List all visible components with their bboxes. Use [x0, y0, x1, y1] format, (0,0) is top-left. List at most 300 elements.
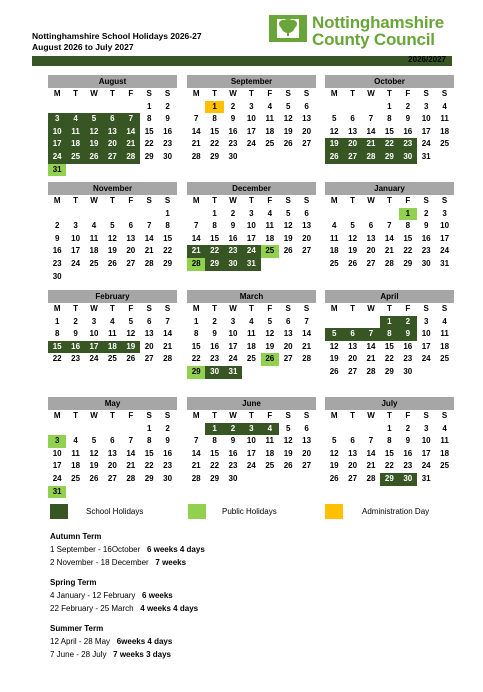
- day-cell: 3: [242, 423, 260, 436]
- day-cell: 25: [261, 245, 279, 258]
- day-cell: 1: [399, 208, 417, 221]
- day-cell: 21: [126, 461, 136, 471]
- day-cell: 6: [350, 114, 355, 124]
- day-cell: 21: [191, 139, 201, 149]
- day-cell: 1: [205, 101, 223, 114]
- day-cell: 5: [350, 221, 355, 231]
- weekday-header: T: [350, 196, 356, 205]
- day-cell: 23: [163, 461, 173, 471]
- weekday-header: T: [212, 304, 218, 313]
- day-cell: 30: [421, 259, 431, 268]
- weekday-header: S: [164, 89, 171, 98]
- term-line: [50, 637, 450, 650]
- weekday-header: S: [423, 196, 429, 205]
- term-dates-range: 2 November - 18 December: [50, 558, 149, 567]
- day-cell: 5: [91, 436, 97, 446]
- day-cell: 17: [228, 341, 238, 351]
- day-cell: 3: [442, 208, 447, 218]
- weekday-header: W: [90, 304, 98, 313]
- day-cell: 17: [246, 126, 256, 136]
- day-cell: 27: [107, 474, 117, 483]
- day-cell: 6: [285, 316, 291, 326]
- day-cell: 19: [329, 354, 339, 364]
- term-name: Autumn Term: [50, 532, 102, 541]
- month-title: December: [187, 182, 316, 195]
- day-cell: 8: [54, 329, 60, 339]
- weekday-header: M: [192, 411, 200, 420]
- day-cell: 8: [146, 436, 152, 446]
- day-cell: 6: [343, 328, 361, 341]
- weekday-header: S: [146, 411, 152, 420]
- weekday-header: T: [109, 196, 115, 205]
- weekday-header: W: [90, 196, 98, 205]
- month-title: January: [325, 182, 454, 195]
- day-cell: 14: [191, 233, 201, 243]
- day-cell: 30: [205, 366, 223, 379]
- day-cell: 16: [66, 341, 84, 354]
- day-cell: 18: [265, 233, 275, 243]
- weekday-header: M: [330, 89, 338, 98]
- day-cell: 15: [384, 341, 394, 351]
- day-cell: 17: [85, 341, 103, 354]
- day-cell: 20: [126, 246, 136, 256]
- day-cell: 11: [89, 233, 99, 243]
- day-cell: 3: [230, 316, 236, 326]
- day-cell: 10: [246, 221, 256, 231]
- day-cell: 4: [267, 101, 273, 111]
- weekday-header: T: [73, 89, 79, 98]
- day-cell: 1: [146, 101, 152, 111]
- weekday-header: M: [192, 196, 200, 205]
- weekday-header: T: [109, 89, 115, 98]
- weekday-header: S: [285, 411, 291, 420]
- weekday-header: S: [164, 411, 171, 420]
- weekday-header: W: [229, 304, 237, 313]
- day-cell: 21: [366, 461, 376, 471]
- day-cell: 15: [210, 233, 220, 243]
- weekday-header: F: [267, 196, 273, 205]
- weekday-header: F: [405, 89, 411, 98]
- day-cell: 1: [205, 423, 223, 436]
- day-cell: 18: [265, 126, 275, 136]
- weekday-header: W: [90, 89, 98, 98]
- day-cell: 8: [387, 436, 392, 446]
- day-cell: 25: [265, 139, 275, 149]
- month-april: [325, 290, 454, 391]
- day-cell: 21: [187, 245, 205, 258]
- day-cell: 23: [421, 246, 431, 256]
- term-dates-range: 7 June - 28 July: [50, 650, 107, 659]
- weekday-header: S: [423, 89, 429, 98]
- day-cell: 22: [210, 461, 220, 471]
- logo-text-line2: County Council: [312, 30, 435, 49]
- month-march: [187, 290, 316, 391]
- day-cell: 2: [165, 423, 170, 433]
- day-cell: 18: [440, 448, 450, 458]
- weekday-header: S: [303, 89, 310, 98]
- day-cell: 15: [48, 341, 66, 354]
- day-cell: 3: [73, 221, 78, 231]
- weekday-header: W: [367, 304, 375, 313]
- day-cell: 25: [329, 259, 339, 268]
- day-cell: 17: [52, 461, 62, 471]
- day-cell: 8: [193, 329, 199, 339]
- day-cell: 1: [54, 316, 60, 326]
- day-cell: 15: [210, 126, 220, 136]
- weekday-header: S: [303, 304, 310, 313]
- day-cell: 10: [440, 221, 450, 231]
- day-cell: 28: [144, 259, 154, 268]
- day-cell: 7: [128, 436, 134, 446]
- weekday-header: S: [146, 89, 152, 98]
- day-cell: 3: [48, 435, 66, 448]
- term-dates-range: 22 February - 25 March: [50, 604, 134, 613]
- day-cell: 21: [144, 246, 154, 256]
- day-cell: 10: [421, 436, 431, 446]
- day-cell: 19: [265, 341, 275, 351]
- weekday-header: F: [267, 304, 273, 313]
- day-cell: 30: [228, 474, 238, 483]
- day-cell: 29: [210, 474, 220, 483]
- day-cell: 25: [440, 139, 450, 149]
- day-cell: 13: [366, 233, 376, 243]
- day-cell: 22: [144, 139, 154, 149]
- day-cell: 15: [163, 233, 173, 243]
- day-cell: 25: [71, 474, 81, 483]
- day-cell: 7: [362, 328, 380, 341]
- day-cell: 1: [212, 208, 217, 218]
- day-cell: 21: [302, 341, 312, 351]
- day-cell: 20: [343, 138, 361, 151]
- weekday-header: W: [90, 411, 98, 420]
- weekday-header: S: [441, 89, 448, 98]
- day-cell: 24: [421, 354, 431, 364]
- day-cell: 27: [348, 474, 358, 483]
- day-cell: 14: [163, 329, 173, 339]
- day-cell: 13: [126, 233, 136, 243]
- weekday-header: T: [73, 196, 79, 205]
- month-title: September: [187, 75, 316, 88]
- day-cell: 27: [366, 259, 376, 268]
- weekday-header: T: [248, 411, 254, 420]
- day-cell: 11: [440, 114, 449, 124]
- day-cell: 5: [85, 113, 103, 126]
- legend-swatch-public-holidays: [188, 504, 206, 519]
- day-cell: 27: [103, 151, 121, 164]
- day-cell: 7: [193, 221, 199, 231]
- day-cell: 27: [348, 367, 358, 376]
- month-title: October: [325, 75, 454, 88]
- day-cell: 18: [440, 341, 450, 351]
- day-cell: 1: [165, 208, 170, 218]
- day-cell: 12: [329, 448, 339, 458]
- day-cell: 27: [302, 461, 312, 471]
- day-cell: 4: [73, 436, 78, 446]
- month-title: February: [48, 290, 177, 303]
- day-cell: 12: [107, 233, 117, 243]
- weekday-header: S: [285, 196, 291, 205]
- day-cell: 25: [107, 354, 117, 364]
- day-cell: 8: [146, 114, 152, 124]
- day-cell: 18: [89, 246, 99, 256]
- term-duration: 6weeks 4 days: [116, 637, 173, 646]
- month-title: May: [48, 397, 177, 410]
- council-emblem-icon: [268, 12, 308, 46]
- day-cell: 9: [54, 233, 60, 243]
- weekday-header: S: [441, 304, 448, 313]
- weekday-header: M: [330, 304, 338, 313]
- term-duration: 6 weeks 4 days: [146, 545, 205, 554]
- day-cell: 25: [66, 151, 84, 164]
- day-cell: 24: [48, 151, 66, 164]
- day-cell: 19: [283, 126, 293, 136]
- day-cell: 27: [302, 139, 312, 149]
- day-cell: 25: [265, 461, 275, 471]
- day-cell: 6: [304, 101, 309, 111]
- day-cell: 28: [122, 151, 140, 164]
- day-cell: 10: [421, 329, 431, 339]
- weekday-header: S: [441, 196, 448, 205]
- day-cell: 16: [52, 246, 62, 256]
- day-cell: 29: [380, 473, 398, 486]
- day-cell: 23: [163, 139, 173, 149]
- weekday-header: S: [285, 304, 291, 313]
- day-cell: 28: [191, 152, 201, 161]
- day-cell: 11: [265, 221, 275, 231]
- day-cell: 26: [348, 259, 358, 268]
- day-cell: 11: [247, 329, 256, 339]
- day-cell: 11: [66, 126, 84, 139]
- day-cell: 31: [421, 152, 431, 161]
- day-cell: 31: [48, 486, 66, 499]
- day-cell: 14: [302, 329, 312, 339]
- day-cell: 3: [48, 113, 66, 126]
- day-cell: 24: [246, 461, 256, 471]
- day-cell: 6: [146, 316, 152, 326]
- weekday-header: W: [367, 196, 375, 205]
- page-subtitle: August 2026 to July 2027: [32, 42, 134, 52]
- day-cell: 20: [348, 354, 358, 364]
- day-cell: 7: [368, 114, 374, 124]
- day-cell: 10: [71, 233, 81, 243]
- day-cell: 21: [122, 138, 140, 151]
- weekday-header: W: [367, 411, 375, 420]
- day-cell: 2: [399, 316, 417, 329]
- weekday-header: T: [350, 304, 356, 313]
- day-cell: 30: [52, 271, 62, 281]
- day-cell: 13: [348, 448, 358, 458]
- weekday-header: M: [192, 304, 200, 313]
- day-cell: 16: [403, 448, 413, 458]
- day-cell: 7: [304, 316, 309, 326]
- month-august: [48, 75, 177, 176]
- month-days-grid: [187, 410, 316, 498]
- day-cell: 1: [387, 423, 392, 433]
- day-cell: 29: [163, 259, 173, 268]
- day-cell: 9: [165, 114, 170, 124]
- day-cell: 15: [403, 233, 413, 243]
- day-cell: 9: [405, 114, 411, 124]
- term-duration: 7 weeks 3 days: [113, 650, 171, 659]
- day-cell: 20: [302, 126, 312, 136]
- day-cell: 26: [283, 139, 293, 149]
- day-cell: 4: [331, 221, 337, 231]
- legend-swatch-administration-day: [325, 504, 343, 519]
- weekday-header: F: [405, 411, 411, 420]
- day-cell: 26: [261, 353, 279, 366]
- page-header: [0, 0, 483, 56]
- page-title: Nottinghamshire School Holidays 2026-27: [32, 31, 202, 41]
- day-cell: 11: [440, 436, 449, 446]
- day-cell: 23: [228, 139, 238, 149]
- day-cell: 28: [366, 474, 376, 483]
- day-cell: 9: [405, 436, 411, 446]
- day-cell: 15: [384, 448, 394, 458]
- day-cell: 15: [384, 126, 394, 136]
- day-cell: 5: [285, 423, 291, 433]
- day-cell: 9: [230, 114, 236, 124]
- day-cell: 1: [380, 316, 398, 329]
- day-cell: 7: [193, 436, 199, 446]
- month-days-grid: [325, 195, 454, 283]
- weekday-header: S: [285, 89, 291, 98]
- day-cell: 30: [224, 258, 242, 271]
- day-cell: 19: [348, 246, 358, 256]
- day-cell: 18: [71, 461, 81, 471]
- day-cell: 17: [246, 448, 256, 458]
- day-cell: 13: [302, 436, 312, 446]
- month-title: July: [325, 397, 454, 410]
- day-cell: 23: [71, 354, 81, 364]
- weekday-header: T: [109, 411, 115, 420]
- day-cell: 9: [165, 436, 170, 446]
- weekday-header: S: [423, 411, 429, 420]
- day-cell: 9: [212, 329, 217, 339]
- day-cell: 3: [249, 208, 254, 218]
- day-cell: 19: [329, 461, 339, 471]
- day-cell: 3: [423, 423, 429, 433]
- day-cell: 25: [89, 259, 99, 268]
- term-spring: [50, 578, 450, 617]
- day-cell: 26: [283, 461, 293, 471]
- month-title: March: [187, 290, 316, 303]
- weekday-header: T: [248, 89, 254, 98]
- month-october: [325, 75, 454, 176]
- day-cell: 1: [193, 316, 199, 326]
- month-title: June: [187, 397, 316, 410]
- weekday-header: T: [212, 411, 218, 420]
- day-cell: 10: [421, 114, 431, 124]
- term-line: [50, 558, 450, 571]
- weekday-header: T: [248, 196, 254, 205]
- day-cell: 2: [54, 221, 60, 231]
- legend-label: Administration Day: [362, 507, 430, 516]
- weekday-header: F: [267, 411, 273, 420]
- day-cell: 10: [52, 448, 62, 458]
- term-name: Summer Term: [50, 624, 104, 633]
- weekday-header: T: [73, 411, 79, 420]
- day-cell: 28: [302, 354, 312, 364]
- day-cell: 5: [331, 114, 337, 124]
- day-cell: 8: [212, 221, 217, 231]
- day-cell: 10: [89, 329, 99, 339]
- day-cell: 24: [421, 139, 431, 149]
- day-cell: 29: [384, 367, 394, 376]
- day-cell: 3: [91, 316, 97, 326]
- term-autumn: [50, 532, 450, 571]
- day-cell: 18: [103, 341, 121, 354]
- day-cell: 31: [242, 258, 260, 271]
- month-title: August: [48, 75, 177, 88]
- day-cell: 29: [403, 259, 413, 268]
- day-cell: 13: [144, 329, 154, 339]
- day-cell: 18: [329, 246, 339, 256]
- day-cell: 6: [103, 113, 121, 126]
- day-cell: 27: [283, 354, 293, 364]
- day-cell: 17: [421, 126, 431, 136]
- day-cell: 27: [144, 354, 154, 364]
- day-cell: 19: [325, 138, 343, 151]
- weekday-header: M: [53, 196, 61, 205]
- month-may: [48, 397, 177, 498]
- weekday-header: F: [405, 304, 411, 313]
- day-cell: 31: [421, 474, 431, 483]
- day-cell: 26: [325, 151, 343, 164]
- day-cell: 24: [440, 246, 450, 256]
- day-cell: 3: [423, 101, 429, 111]
- day-cell: 26: [89, 474, 99, 483]
- day-cell: 8: [165, 221, 170, 231]
- day-cell: 19: [283, 233, 293, 243]
- weekday-header: F: [128, 89, 134, 98]
- day-cell: 17: [246, 233, 256, 243]
- day-cell: 30: [163, 474, 173, 483]
- day-cell: 16: [403, 341, 413, 351]
- day-cell: 19: [107, 246, 117, 256]
- term-summer: [50, 624, 450, 663]
- day-cell: 7: [387, 221, 392, 231]
- day-cell: 6: [304, 423, 309, 433]
- month-december: [187, 182, 316, 283]
- term-line: [50, 545, 450, 558]
- day-cell: 21: [191, 461, 201, 471]
- day-cell: 23: [403, 461, 413, 471]
- term-line: [50, 604, 450, 617]
- day-cell: 4: [442, 423, 447, 433]
- day-cell: 16: [163, 448, 173, 458]
- day-cell: 9: [73, 329, 78, 339]
- day-cell: 3: [423, 316, 429, 326]
- day-cell: 17: [440, 233, 450, 243]
- day-cell: 9: [230, 221, 236, 231]
- weekday-header: S: [164, 304, 171, 313]
- month-days-grid: [325, 88, 454, 176]
- day-cell: 28: [126, 474, 136, 483]
- weekday-header: S: [303, 411, 310, 420]
- weekday-header: F: [128, 304, 134, 313]
- day-cell: 23: [52, 259, 62, 268]
- day-cell: 30: [399, 151, 417, 164]
- day-cell: 14: [384, 233, 394, 243]
- day-cell: 24: [242, 245, 260, 258]
- council-logo: [268, 12, 464, 50]
- day-cell: 10: [246, 114, 256, 124]
- day-cell: 28: [384, 259, 394, 268]
- day-cell: 15: [210, 448, 220, 458]
- day-cell: 2: [405, 101, 411, 111]
- day-cell: 10: [48, 126, 66, 139]
- day-cell: 17: [421, 341, 431, 351]
